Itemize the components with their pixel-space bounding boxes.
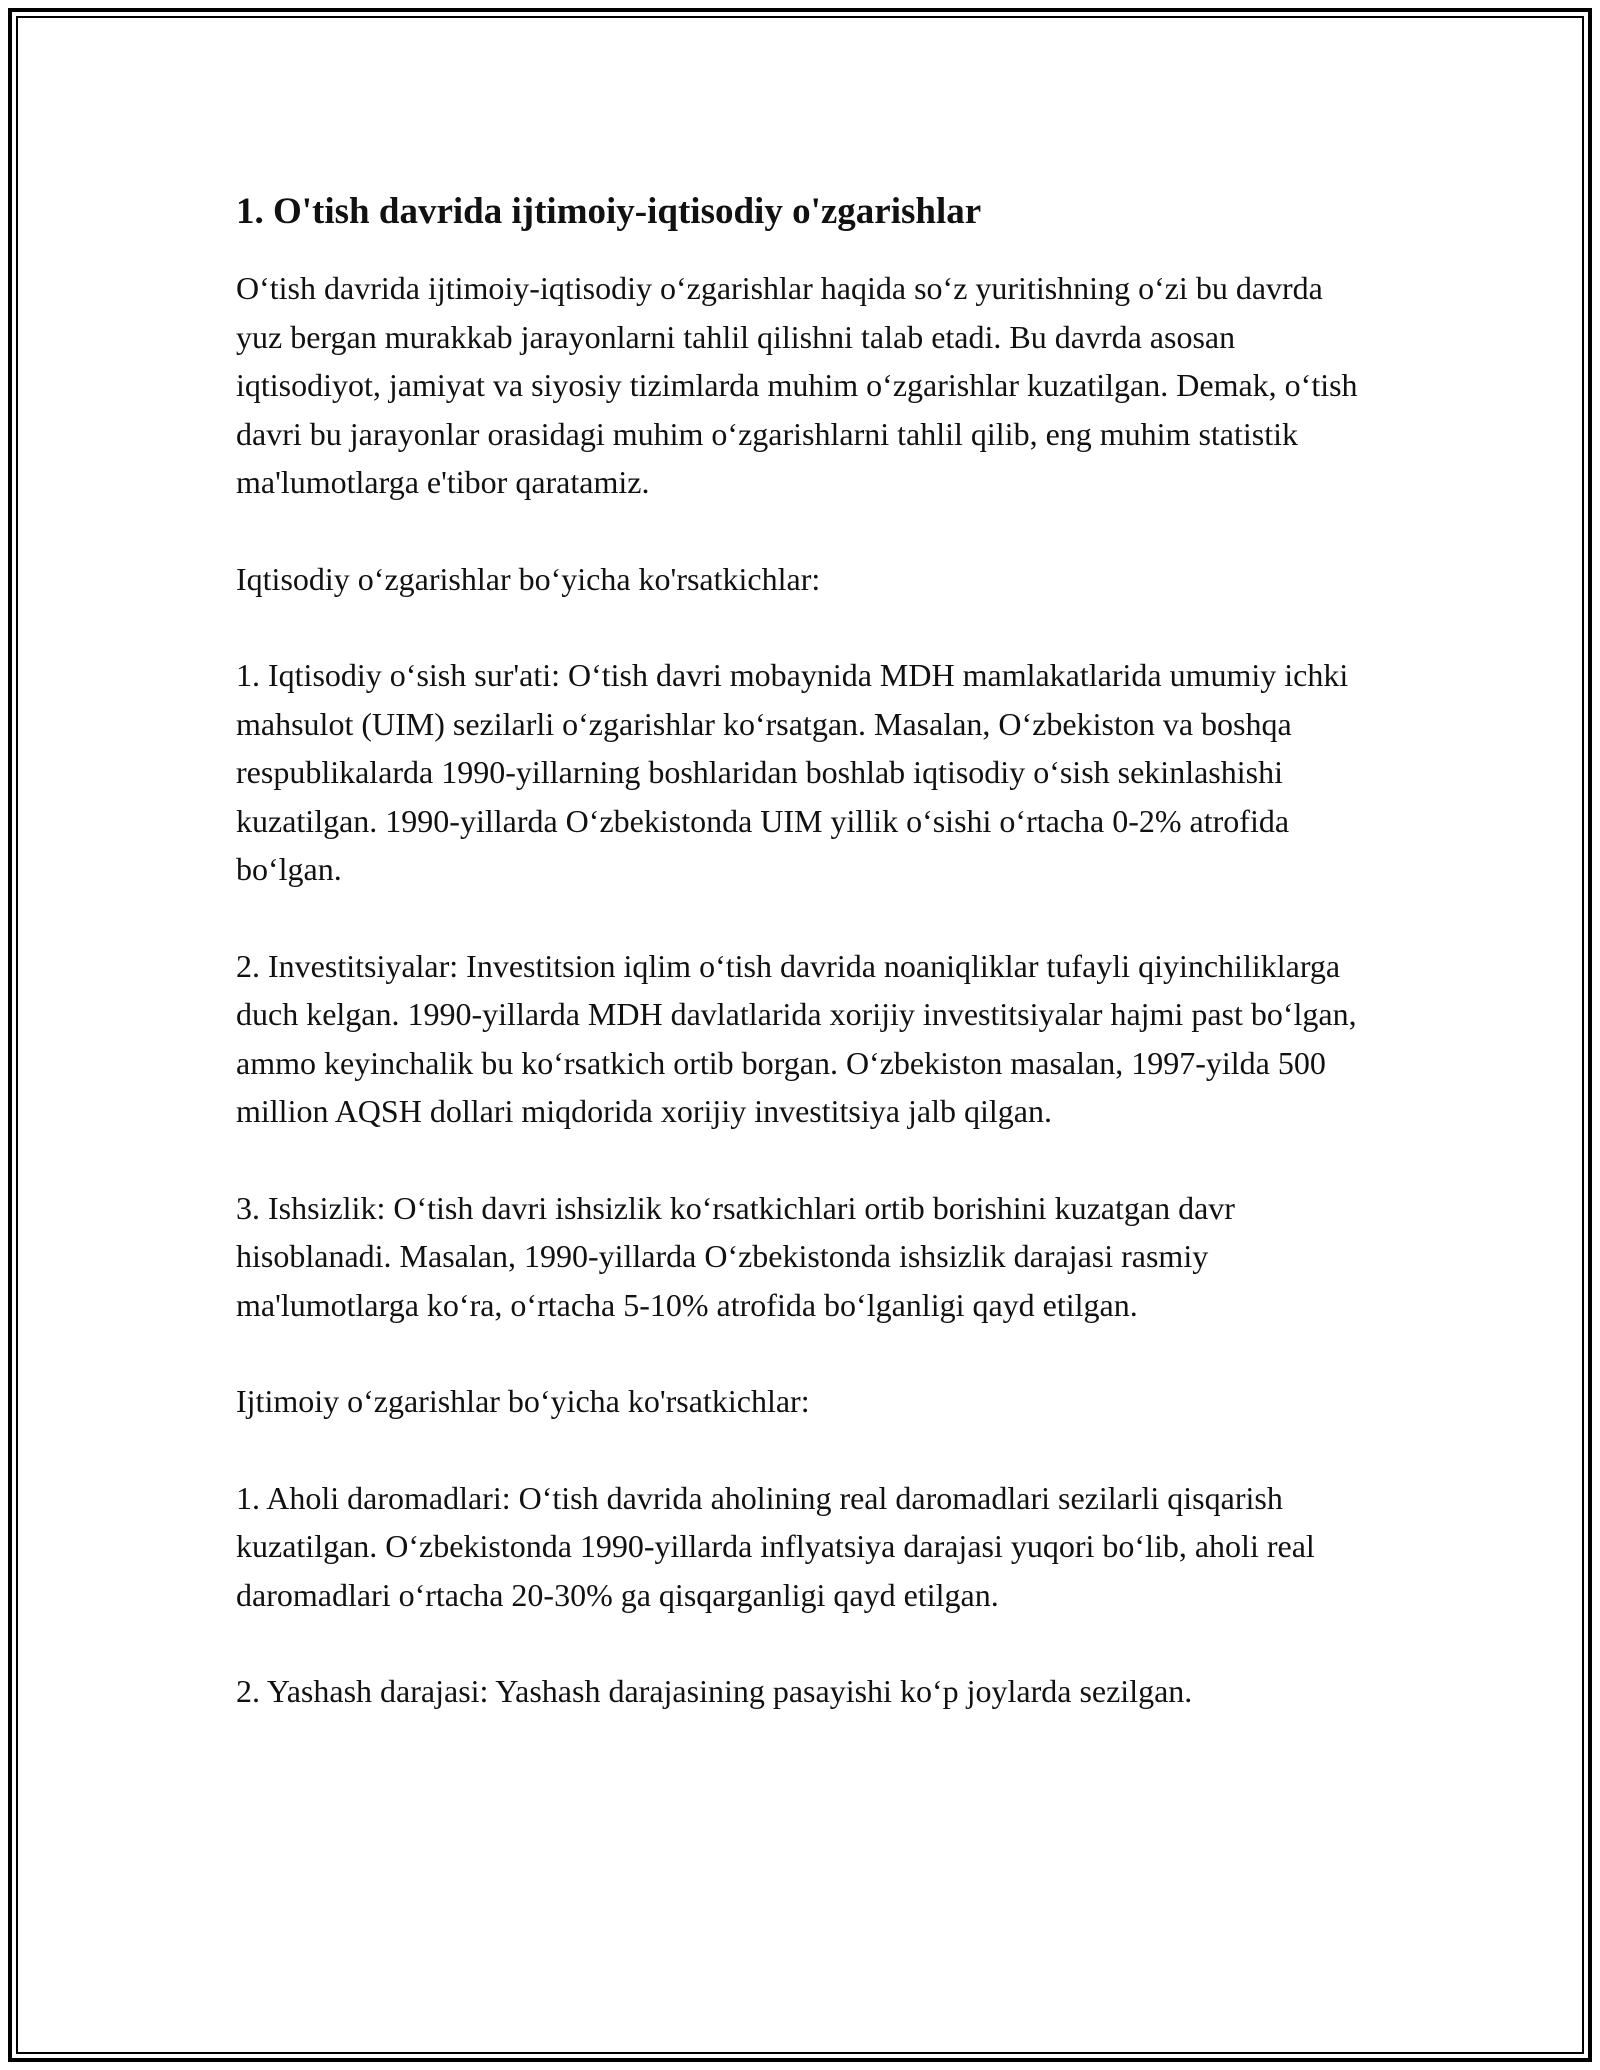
intro-paragraph: O‘tish davrida ijtimoiy-iqtisodiy o‘zgarishlar haqida so‘z yuritishning o‘zi bu davrda yuz bergan murakkab jarayonlarni tahlil qilishni talab etadi. Bu davrda asosan iqtisodiyot, jamiyat va siyosiy tizimlarda muhim o‘zgarishlar kuzatilgan. Demak, o‘tish davri bu jarayonlar orasidagi muhim o‘zgarishlarni tahlil qilib, eng muhim statistik ma'lumotlarga e'tibor qaratamiz. <box>236 270 1358 500</box>
investments-paragraph: 2. Investitsiyalar: Investitsion iqlim o‘tish davrida noaniqliklar tufayli qiyinchiliklarga duch kelgan. 1990-yillarda MDH davlatlarida xorijiy investitsiyalar hajmi past bo‘lgan, ammo keyinchalik bu ko‘rsatkich ortib borgan. O‘zbekiston masalan, 1997-yilda 500 million AQSH dollari miqdorida xorijiy investitsiya jalb qilgan. <box>236 947 1357 1129</box>
page-title: 1. O'tish davrida ijtimoiy-iqtisodiy o'zgarishlar <box>236 191 982 232</box>
income-paragraph: 1. Aholi daromadlari: O‘tish davrida aholining real daromadlari sezilarli qisqarish kuzatilgan. O‘zbekistonda 1990-yillarda inflyatsiya darajasi yuqori bo‘lib, aholi real daromadlari o‘rtacha 20-30% ga qisqarganligi qayd etilgan. <box>236 1479 1315 1613</box>
economic-growth-paragraph: 1. Iqtisodiy o‘sish sur'ati: O‘tish davri mobaynida MDH mamlakatlarida umumiy ichki mahsulot (UIM) sezilarli o‘zgarishlar ko‘rsatgan. Masalan, O‘zbekiston va boshqa respublikalarda 1990-yillarning boshlaridan boshlab iqtisodiy o‘sish sekinlashishi kuzatilgan. 1990-yillarda O‘zbekistonda UIM yillik o‘sishi o‘rtacha 0-2% atrofida bo‘lgan. <box>236 657 1349 887</box>
living-standard-paragraph: 2. Yashash darajasi: Yashash darajasining pasayishi ko‘p joylarda sezilgan. <box>236 1673 1193 1709</box>
unemployment-paragraph: 3. Ishsizlik: O‘tish davri ishsizlik ko‘rsatkichlari ortib borishini kuzatgan davr hisoblanadi. Masalan, 1990-yillarda O‘zbekistonda ishsizlik darajasi rasmiy ma'lumotlarga ko‘ra, o‘rtacha 5-10% atrofida bo‘lganligi qayd etilgan. <box>236 1189 1235 1323</box>
economic-indicators-heading: Iqtisodiy o‘zgarishlar bo‘yicha ko'rsatkichlar: <box>236 560 821 597</box>
document-body <box>236 186 1366 1716</box>
social-indicators-heading: Ijtimoiy o‘zgarishlar bo‘yicha ko'rsatkichlar: <box>236 1383 810 1419</box>
